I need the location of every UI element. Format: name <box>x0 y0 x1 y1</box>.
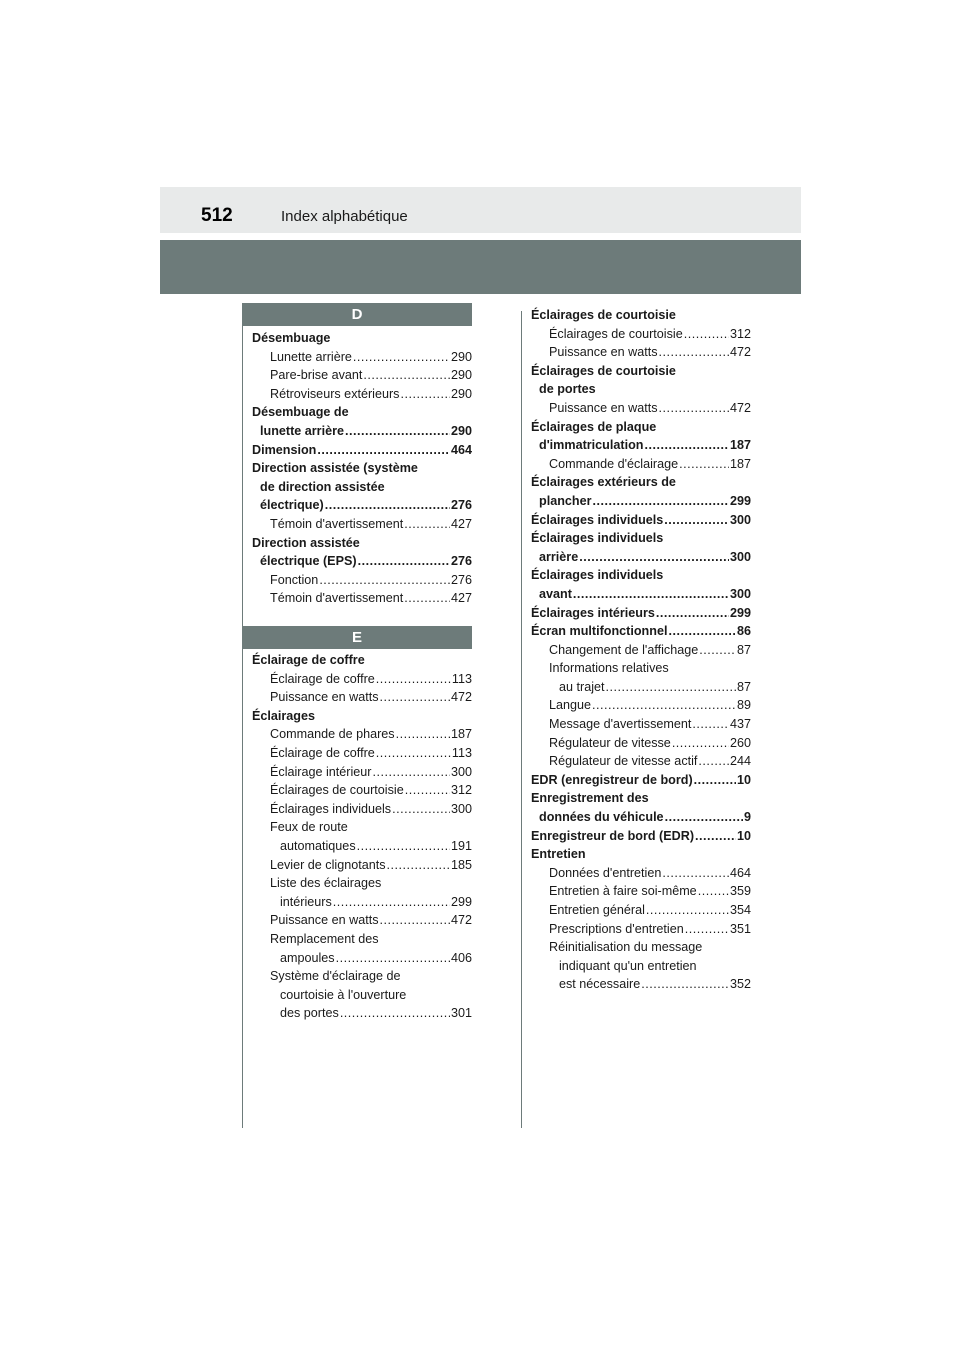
index-entry-page: 9 <box>743 810 751 825</box>
index-entry-term: Enregistreur de bord (EDR) <box>531 828 695 843</box>
index-entry-term: Réinitialisation du message <box>549 940 703 955</box>
dot-leader <box>376 670 451 689</box>
index-entry-term: Entretien à faire soi-même <box>549 884 697 899</box>
index-entry <box>531 492 751 511</box>
index-entry <box>531 622 751 641</box>
dot-leader <box>668 622 736 641</box>
index-entry <box>252 366 472 385</box>
index-entry-page: 191 <box>450 838 472 853</box>
index-entry <box>252 534 472 553</box>
index-entry <box>252 893 472 912</box>
dot-leader <box>694 771 736 790</box>
dot-leader <box>363 366 450 385</box>
index-entry-term: Témoin d'avertissement <box>270 591 404 606</box>
index-entry-page: 300 <box>729 586 751 601</box>
index-entry <box>252 348 472 367</box>
index-entry-term: Levier de clignotants <box>270 857 386 872</box>
index-entry-term: électrique (EPS) <box>260 554 357 569</box>
index-column-right <box>531 306 751 994</box>
dot-leader <box>392 800 450 819</box>
index-entry-term: Éclairage de coffre <box>270 745 375 760</box>
index-entry-term: indiquant qu'un entretien <box>559 958 697 973</box>
index-entry <box>531 325 751 344</box>
index-entry <box>531 882 751 901</box>
index-entry <box>252 856 472 875</box>
index-entry-page: 299 <box>729 493 751 508</box>
index-entry <box>252 967 472 986</box>
dot-leader <box>672 734 729 753</box>
dot-leader <box>336 949 450 968</box>
index-entry-page: 472 <box>729 400 751 415</box>
index-entry-term: Système d'éclairage de <box>270 969 401 984</box>
index-entry-term: Message d'avertissement <box>549 717 692 732</box>
index-entry-term: Éclairages individuels <box>531 568 664 583</box>
dot-leader <box>340 1004 450 1023</box>
index-entry-page: 472 <box>729 345 751 360</box>
dot-leader <box>579 548 729 567</box>
index-entry-term: Fonction <box>270 572 319 587</box>
index-entry <box>252 800 472 819</box>
index-entry <box>252 651 472 670</box>
header-band <box>160 240 801 294</box>
index-entry-term: Lunette arrière <box>270 349 352 364</box>
dot-leader <box>679 455 729 474</box>
index-entry <box>252 744 472 763</box>
index-entry-page: 113 <box>451 671 472 686</box>
dot-leader <box>325 496 450 515</box>
index-entry <box>252 515 472 534</box>
index-entry <box>252 818 472 837</box>
dot-leader <box>380 688 450 707</box>
dot-leader <box>664 511 729 530</box>
index-entry <box>531 436 751 455</box>
dot-leader <box>692 715 729 734</box>
dot-leader <box>665 808 743 827</box>
index-entry <box>531 938 751 957</box>
index-entry-page: 10 <box>736 828 751 843</box>
dot-leader <box>593 492 729 511</box>
index-entry <box>531 418 751 437</box>
dot-leader <box>353 348 450 367</box>
index-entry-page: 427 <box>450 591 472 606</box>
dot-leader <box>641 975 729 994</box>
index-entry-term: Données d'entretien <box>549 865 662 880</box>
index-entry <box>531 529 751 548</box>
index-entry-term: Direction assistée (système <box>252 461 418 476</box>
index-entry <box>531 343 751 362</box>
dot-leader <box>684 325 729 344</box>
index-entry <box>252 403 472 422</box>
dot-leader <box>695 827 736 846</box>
index-entry-page: 359 <box>729 884 751 899</box>
index-entry-page: 300 <box>450 764 472 779</box>
index-entry <box>531 808 751 827</box>
dot-leader <box>376 744 451 763</box>
index-entry-term: Éclairages individuels <box>531 531 664 546</box>
index-entry <box>531 473 751 492</box>
index-entry-term: Informations relatives <box>549 661 669 676</box>
index-entry-page: 406 <box>450 950 472 965</box>
index-entry-term: Puissance en watts <box>270 690 379 705</box>
dot-leader <box>606 678 736 697</box>
index-entry <box>252 688 472 707</box>
index-entry-page: 351 <box>729 921 751 936</box>
index-entry <box>252 670 472 689</box>
dot-leader <box>646 901 729 920</box>
index-entry-term: de direction assistée <box>260 479 385 494</box>
index-entry-term: Désembuage de <box>252 405 349 420</box>
index-entry <box>531 566 751 585</box>
index-entry-term: Direction assistée <box>252 535 360 550</box>
index-entry-term: Dimension <box>252 442 317 457</box>
middle-column-rule <box>521 311 522 1128</box>
index-entry-term: Éclairages individuels <box>270 801 392 816</box>
index-entry <box>531 362 751 381</box>
dot-leader <box>698 882 729 901</box>
index-entry <box>252 986 472 1005</box>
index-entry <box>252 874 472 893</box>
index-entry <box>252 422 472 441</box>
index-entry <box>531 771 751 790</box>
index-entry-page: 300 <box>729 512 751 527</box>
page-title: Index alphabétique <box>281 208 408 225</box>
index-entry-page: 87 <box>736 679 751 694</box>
index-entry-page: 244 <box>729 754 751 769</box>
index-entry-term: au trajet <box>559 679 605 694</box>
index-entry-term: Éclairages individuels <box>531 512 664 527</box>
index-entry <box>252 385 472 404</box>
index-entry <box>531 696 751 715</box>
index-entry-page: 187 <box>729 438 751 453</box>
dot-leader <box>404 589 450 608</box>
index-entry <box>531 957 751 976</box>
index-entry <box>252 552 472 571</box>
dot-leader <box>358 552 450 571</box>
index-entry-term: Éclairages de courtoisie <box>531 363 676 378</box>
index-entry <box>531 864 751 883</box>
index-entry-term: Témoin d'avertissement <box>270 516 404 531</box>
index-entry <box>252 911 472 930</box>
index-entry <box>252 329 472 348</box>
index-entry-term: Puissance en watts <box>549 400 658 415</box>
index-entry-term: plancher <box>539 493 592 508</box>
dot-leader <box>400 385 450 404</box>
header-bar <box>160 187 801 233</box>
index-entry-term: Puissance en watts <box>549 345 658 360</box>
index-entry-term: électrique) <box>260 498 324 513</box>
index-entry <box>252 589 472 608</box>
dot-leader <box>357 837 450 856</box>
index-entry-page: 472 <box>450 913 472 928</box>
index-entry-page: 312 <box>729 326 751 341</box>
index-entry-page: 10 <box>736 772 751 787</box>
index-entry <box>531 827 751 846</box>
index-entry <box>531 678 751 697</box>
index-entry <box>531 511 751 530</box>
index-entry-page: 290 <box>450 386 472 401</box>
index-entry <box>252 496 472 515</box>
index-entry-term: Régulateur de vitesse <box>549 735 671 750</box>
index-entry-term: avant <box>539 586 572 601</box>
index-entry-term: Éclairage de coffre <box>252 653 365 667</box>
dot-leader <box>573 585 729 604</box>
index-entry <box>531 845 751 864</box>
dot-leader <box>319 571 450 590</box>
index-entry-term: Éclairage intérieur <box>270 764 372 779</box>
dot-leader <box>333 893 450 912</box>
index-entry-page: 89 <box>736 698 751 713</box>
index-entry-page: 300 <box>450 801 472 816</box>
index-entry-term: Éclairages de courtoisie <box>549 326 683 341</box>
index-entry-page: 312 <box>450 783 472 798</box>
index-entry <box>531 659 751 678</box>
index-entry-term: Entretien <box>531 847 586 862</box>
index-entry-page: 290 <box>450 368 472 383</box>
index-entry-page: 300 <box>729 549 751 564</box>
index-entry-term: d'immatriculation <box>539 438 644 453</box>
index-entry <box>531 752 751 771</box>
dot-leader <box>404 515 450 534</box>
index-entry-term: Éclairages extérieurs de <box>531 475 676 490</box>
index-entry-page: 354 <box>729 903 751 917</box>
index-entry <box>531 399 751 418</box>
dot-leader <box>656 604 729 623</box>
index-entry-page: 260 <box>729 735 751 750</box>
index-entry-term: Changement de l'affichage <box>549 642 699 657</box>
dot-leader <box>699 641 736 660</box>
index-entry-page: 276 <box>450 554 472 569</box>
index-entry-page: 472 <box>450 690 472 705</box>
index-entry <box>531 548 751 567</box>
index-entry <box>531 306 751 325</box>
index-entry-term: Langue <box>549 698 592 713</box>
index-entry <box>252 763 472 782</box>
index-entry-term: Liste des éclairages <box>270 876 382 891</box>
index-entry <box>252 459 472 478</box>
dot-leader <box>387 856 450 875</box>
index-entry-term: courtoisie à l'ouverture <box>280 987 407 1002</box>
dot-leader <box>405 781 450 800</box>
index-entry <box>531 901 751 920</box>
index-entry-term: arrière <box>539 549 579 564</box>
index-entry-term: Prescriptions d'entretien <box>549 921 684 936</box>
index-entry-term: intérieurs <box>280 894 332 909</box>
index-entry-term: données du véhicule <box>539 810 664 825</box>
dot-leader <box>698 752 729 771</box>
index-entry-page: 86 <box>736 624 751 639</box>
index-entry <box>531 975 751 994</box>
index-entry-term: Éclairages de courtoisie <box>270 783 404 798</box>
index-entry-page: 290 <box>450 423 472 438</box>
index-entry-term: Enregistrement des <box>531 791 649 806</box>
left-column-rule <box>242 303 243 1128</box>
index-entry-page: 185 <box>450 857 472 872</box>
index-entry-term: Commande de phares <box>270 727 395 742</box>
index-column-d <box>252 329 472 608</box>
index-entry <box>252 571 472 590</box>
dot-leader <box>659 399 729 418</box>
index-entry-term: Commande d'éclairage <box>549 456 679 471</box>
index-entry <box>531 455 751 474</box>
index-entry <box>531 715 751 734</box>
index-entry <box>531 380 751 399</box>
index-entry-term: est nécessaire <box>559 977 641 992</box>
index-entry-page: 276 <box>450 498 472 513</box>
dot-leader <box>317 441 450 460</box>
index-entry-term: EDR (enregistreur de bord) <box>531 772 693 787</box>
index-entry-term: Entretien général <box>549 903 645 917</box>
index-entry <box>252 949 472 968</box>
index-entry <box>531 641 751 660</box>
index-entry-term: Remplacement des <box>270 931 379 946</box>
index-entry-term: Éclairages intérieurs <box>531 605 655 620</box>
page-number: 512 <box>201 205 233 226</box>
index-entry-page: 464 <box>729 865 751 880</box>
dot-leader <box>345 422 450 441</box>
index-entry-page: 290 <box>450 349 472 364</box>
dot-leader <box>380 911 450 930</box>
letter-heading-d: D <box>242 303 472 326</box>
dot-leader <box>644 436 729 455</box>
index-entry-page: 187 <box>450 727 472 742</box>
index-entry <box>531 604 751 623</box>
dot-leader <box>659 343 729 362</box>
index-entry <box>252 781 472 800</box>
index-entry <box>252 725 472 744</box>
index-entry <box>252 930 472 949</box>
letter-heading-e: E <box>242 626 472 649</box>
index-entry <box>531 734 751 753</box>
index-entry-term: Éclairages de courtoisie <box>531 308 676 322</box>
index-entry-page: 427 <box>450 516 472 531</box>
index-entry-term: Écran multifonctionnel <box>531 624 668 639</box>
index-entry <box>252 1004 472 1023</box>
index-entry-page: 301 <box>450 1006 472 1021</box>
index-entry-term: Pare-brise avant <box>270 368 363 383</box>
index-entry-page: 87 <box>736 642 751 657</box>
index-entry-term: Régulateur de vitesse actif <box>549 754 698 769</box>
dot-leader <box>685 920 729 939</box>
index-entry-page: 113 <box>451 745 472 760</box>
index-entry <box>531 789 751 808</box>
index-entry-term: Éclairages de plaque <box>531 419 657 434</box>
index-entry-term: Rétroviseurs extérieurs <box>270 386 400 401</box>
index-entry-term: des portes <box>280 1006 339 1021</box>
index-entry-term: Feux de route <box>270 820 348 835</box>
index-entry <box>252 478 472 497</box>
index-column-e <box>252 651 472 1023</box>
index-entry-page: 464 <box>450 442 472 457</box>
index-entry-page: 187 <box>729 456 751 471</box>
index-entry-term: Puissance en watts <box>270 913 379 928</box>
index-entry-term: Éclairages <box>252 708 316 723</box>
index-entry-page: 299 <box>729 605 751 620</box>
index-entry <box>252 441 472 460</box>
index-entry-term: lunette arrière <box>260 423 344 438</box>
index-entry-page: 352 <box>729 977 751 992</box>
dot-leader <box>592 696 736 715</box>
index-entry-term: automatiques <box>280 838 356 853</box>
dot-leader <box>373 763 450 782</box>
index-entry-term: Désembuage <box>252 331 331 345</box>
index-entry <box>252 837 472 856</box>
index-entry-page: 299 <box>450 894 472 909</box>
dot-leader <box>396 725 450 744</box>
index-entry-term: ampoules <box>280 950 335 965</box>
index-entry-page: 276 <box>450 572 472 587</box>
index-entry <box>531 585 751 604</box>
index-entry-term: de portes <box>539 382 596 397</box>
index-entry-term: Éclairage de coffre <box>270 671 375 686</box>
index-entry <box>252 707 472 726</box>
dot-leader <box>662 864 729 883</box>
index-entry-page: 437 <box>729 717 751 732</box>
index-entry <box>531 920 751 939</box>
